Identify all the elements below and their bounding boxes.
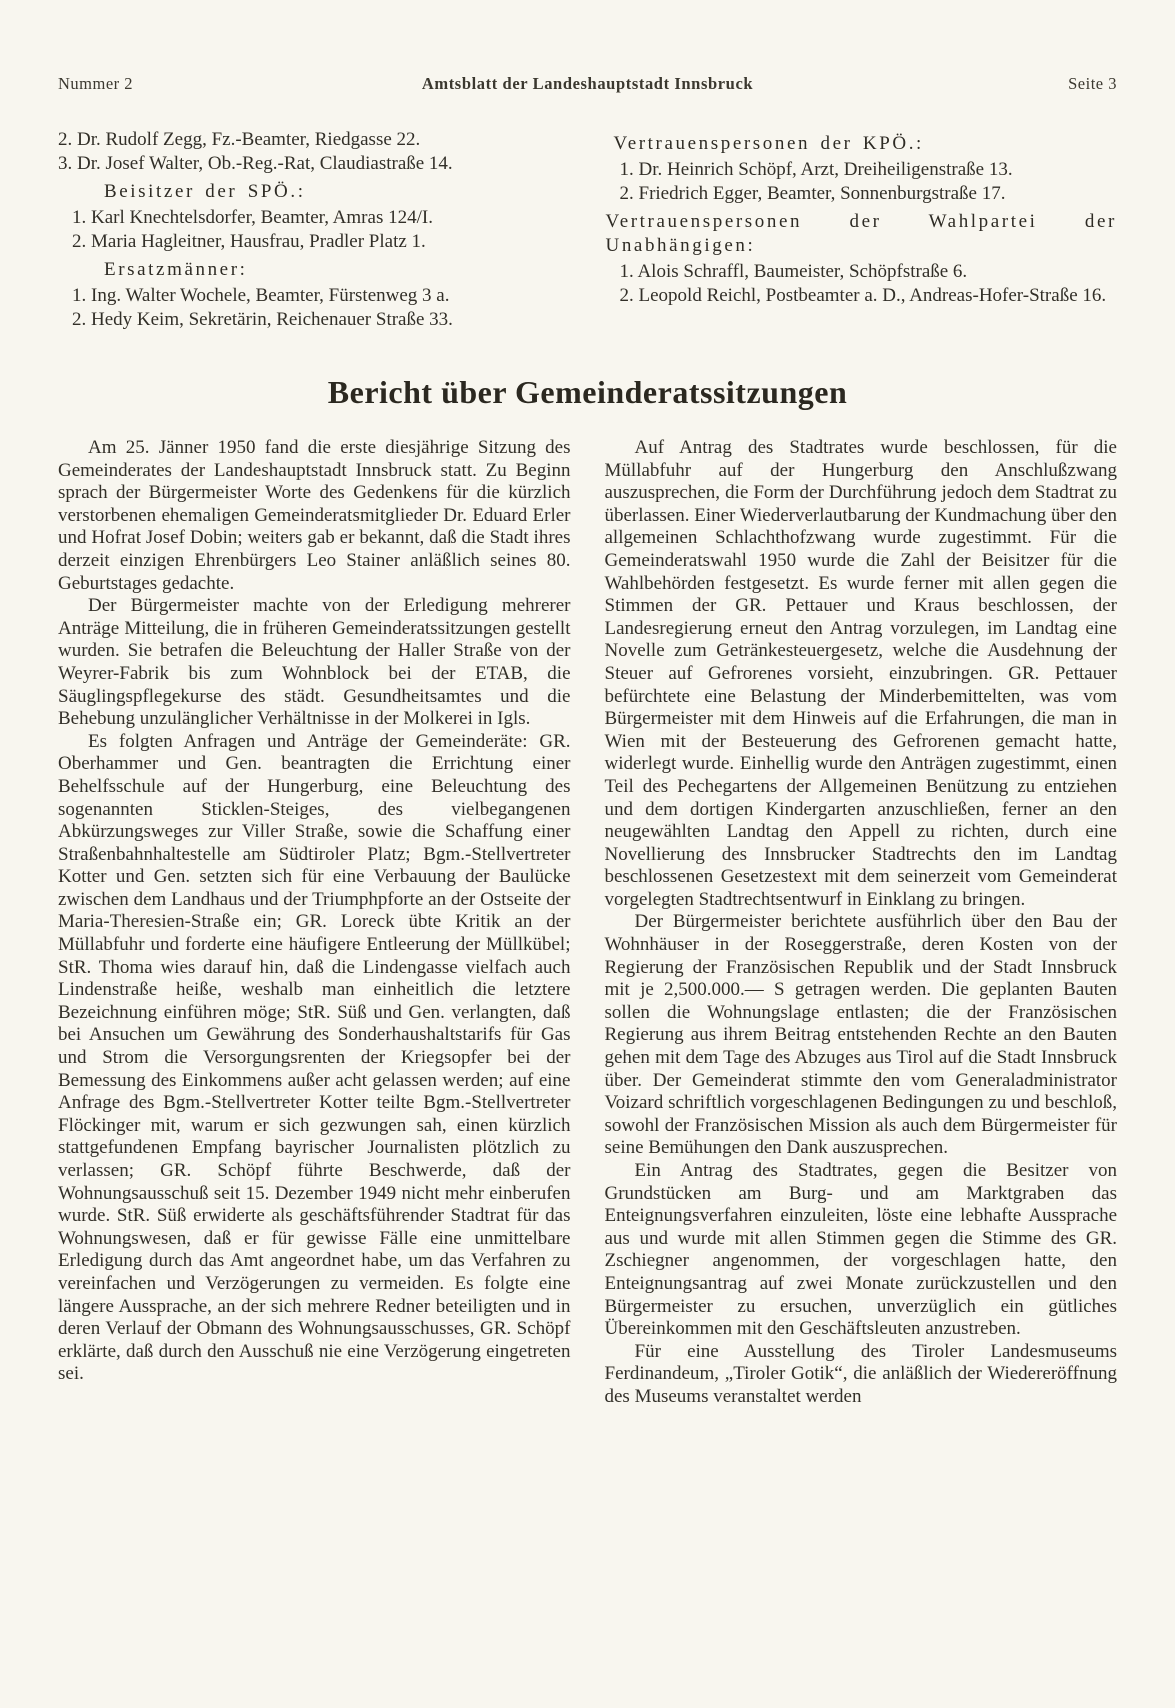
official-entry: 2. Hedy Keim, Sekretärin, Reichenauer Straße 33. bbox=[72, 309, 453, 330]
paragraph: Für eine Ausstellung des Tiroler Landesmuseums Ferdinandeum, „Tiroler Gotik“, die anläßlich der Wiedereröffnung des Museums veranstaltet werden bbox=[604, 1340, 1117, 1407]
article-body bbox=[58, 437, 1117, 1409]
official-entry: 2. Dr. Rudolf Zegg, Fz.-Beamter, Riedgasse 22. bbox=[58, 129, 421, 150]
official-entry: 2. Leopold Reichl, Postbeamter a. D., Andreas-Hofer-Straße 16. bbox=[619, 285, 1107, 306]
paragraph: Ein Antrag des Stadtrates, gegen die Besitzer von Grundstücken am Burg- und am Marktgraben das Enteignungsverfahren einzuleiten, löste eine lebhafte Aussprache aus und wurde mit allen Stimmen gegen die Stimme des GR. Zschiegner angenommen, der vorgeschlagen hatte, den Enteignungsantrag auf zwei Monate zurückzustellen und den Bürgermeister zu ersuchen, unverzüglich ein gütliches Übereinkommen mit den Geschäftsleuten anzustreben. bbox=[604, 1160, 1117, 1340]
subheading-beisitzer-spoe: Beisitzer der SPÖ.: bbox=[104, 181, 306, 202]
subheading-wahlpartei: Vertrauenspersonen der Wahlpartei der Unabhängigen: bbox=[605, 211, 1117, 256]
official-entry: 1. Alois Schraffl, Baumeister, Schöpfstraße 6. bbox=[619, 261, 968, 282]
official-entry: 2. Friedrich Egger, Beamter, Sonnenburgstraße 17. bbox=[619, 183, 1006, 204]
paragraph: Der Bürgermeister berichtete ausführlich über den Bau der Wohnhäuser in der Roseggerstraße, deren Kosten von der Regierung der Französischen Republik und der Stadt Innsbruck mit je 2,500.000.— S getragen werden. Die geplanten Bauten sollen die Wohnungslage entlasten; die der Französischen Regierung aus ihrem Beitrag entstehenden Rechte an den Bauten gehen mit dem Tage des Abzuges aus Tirol auf die Stadt Innsbruck über. Der Gemeinderat stimmte den vom Generaladministrator Voizard schriftlich vorgeschlagenen Bedingungen zu und beschloß, sowohl der Französischen Mission als auch dem Bürgermeister für seine Bemühungen den Dank auszusprechen. bbox=[604, 911, 1117, 1159]
paragraph: Am 25. Jänner 1950 fand die erste diesjährige Sitzung des Gemeinderates der Landeshauptstadt Innsbruck statt. Zu Beginn sprach der Bürgermeister Worte des Gedenkens für die kürzlich verstorbenen ehemaligen Gemeinderatsmitglieder Dr. Eduard Erler und Hofrat Josef Dobin; weiters gab er bekannt, daß die Stadt ihres derzeit einzigen Ehrenbürgers Leo Stainer anläßlich seines 80. Geburtstages gedachte. bbox=[58, 437, 571, 594]
paragraph: Der Bürgermeister machte von der Erledigung mehrerer Anträge Mitteilung, die in früheren Gemeinderatssitzungen gestellt wurden. Sie betrafen die Beleuchtung der Haller Straße von der Weyrer-Fabrik bis zum Wohnblock bei der ETAB, die Säuglingspflegekurse des städt. Gesundheitsamtes und die Behebung unzulänglicher Verhältnisse in der Molkerei in Igls. bbox=[58, 595, 571, 730]
page-number: Seite 3 bbox=[1068, 74, 1117, 93]
masthead bbox=[58, 74, 1117, 94]
paragraph: Es folgten Anfragen und Anträge der Gemeinderäte: GR. Oberhammer und Gen. beantragten die Errichtung einer Behelfsschule auf der Hungerburg, eine Beleuchtung des sogenannten Sticklen-Steiges, des vielbegangenen Abkürzungsweges zur Viller Straße, sowie die Schaffung einer Straßenbahnhaltestelle am Südtiroler Platz; Bgm.-Stellvertreter Kotter und Gen. setzten sich für eine Verbauung der Baulücke zwischen dem Landhaus und der Triumphpforte an der Ostseite der Maria-Theresien-Straße ein; GR. Loreck übte Kritik an der Müllabfuhr und forderte eine häufigere Entleerung der Müllkübel; StR. Thoma wies darauf hin, daß die Lindengasse vielfach auch Lindenstraße heiße, weshalb man einheitlich die letztere Bezeichnung einführen möge; StR. Süß und Gen. verlangten, daß bei Ansuchen um Gewährung des Sonderhaushaltstarifs für Gas und Strom die Versorgungsrenten der Kriegsopfer bei der Bemessung des Einkommens außer acht gelassen werden; auf eine Anfrage des Bgm.-Stellvertreter Kotter teilte Bgm.-Stellvertreter Flöckinger mit, warum er sich gezwungen sah, einen kürzlich stattgefundenen Empfang bayrischer Journalisten plötzlich zu verlassen; GR. Schöpf führte Beschwerde, daß der Wohnungsausschuß seit 15. Dezember 1949 nicht mehr einberufen wurde. StR. Süß erwiderte als geschäftsführender Stadtrat für das Wohnungswesen, daß er für gewisse Fälle eine unmittelbare Erledigung durch das Amt angeordnet habe, um das Verfahren zu vereinfachen und Verzögerungen zu vermeiden. Es folgte eine längere Aussprache, an der sich mehrere Redner beteiligten und in deren Verlauf der Obmann des Wohnungsausschusses, GR. Schöpf erklärte, daß durch den Ausschuß nie eine Verzögerung eingetreten sei. bbox=[58, 730, 571, 1385]
official-entry: 1. Karl Knechtelsdorfer, Beamter, Amras 124/I. bbox=[72, 207, 433, 228]
official-entry: 3. Dr. Josef Walter, Ob.-Reg.-Rat, Claudiastraße 14. bbox=[58, 153, 453, 174]
masthead-title: Amtsblatt der Landeshauptstadt Innsbruck bbox=[421, 74, 754, 93]
subheading-kpoe: Vertrauenspersonen der KPÖ.: bbox=[613, 133, 924, 154]
issue-number: Nummer 2 bbox=[58, 74, 134, 93]
subheading-ersatzmaenner: Ersatzmänner: bbox=[104, 259, 248, 280]
officials-right-column bbox=[606, 128, 1118, 332]
officials-section bbox=[58, 128, 1117, 332]
paragraph: Auf Antrag des Stadtrates wurde beschlossen, für die Müllabfuhr auf der Hungerburg den Anschlußzwang auszusprechen, die Form der Durchführung jedoch dem Stadtrat zu überlassen. Einer Wiederverlautbarung der Kundmachung über den allgemeinen Schlachthofzwang wurde zugestimmt. Für die Gemeinderatswahl 1950 wurde die Zahl der Beisitzer für die Wahlbehörden festgesetzt. Es wurde ferner mit allen gegen die Stimmen der GR. Pettauer und Kraus beschlossen, der Landesregierung erneut den Antrag vorzulegen, im Landtag eine Novelle zum Getränkesteuergesetz, welche die Ausdehnung der Steuer auf Gefrorenes vorsieht, einzubringen. GR. Pettauer befürchtete eine Belastung der Minderbemittelten, was vom Bürgermeister mit dem Hinweis auf die Erfahrungen, die man in Wien mit der Besteuerung des Gefrorenen gemacht hatte, widerlegt wurde. Einhellig wurde den Anträgen zugestimmt, einen Teil des Pechegartens der Allgemeinen Benützung zu entziehen und dem dortigen Kindergarten anzuschließen, ferner an den neugewählten Landtag den Appell zu richten, durch eine Novellierung des Innsbrucker Stadtrechts den im Landtag beschlossenen Gesetzestext mit dem seinerzeit vom Gemeinderat vorgelegten Stadtrechtsentwurf in Einklang zu bringen. bbox=[604, 437, 1117, 910]
official-entry: 1. Ing. Walter Wochele, Beamter, Fürstenweg 3 a. bbox=[72, 285, 450, 306]
official-entry: 1. Dr. Heinrich Schöpf, Arzt, Dreiheiligenstraße 13. bbox=[619, 159, 1013, 180]
article-right-column bbox=[605, 437, 1118, 1409]
article-left-column bbox=[58, 437, 571, 1409]
officials-left-column bbox=[58, 128, 570, 332]
official-entry: 2. Maria Hagleitner, Hausfrau, Pradler Platz 1. bbox=[72, 231, 426, 252]
article-title: Bericht über Gemeinderatssitzungen bbox=[327, 374, 848, 410]
